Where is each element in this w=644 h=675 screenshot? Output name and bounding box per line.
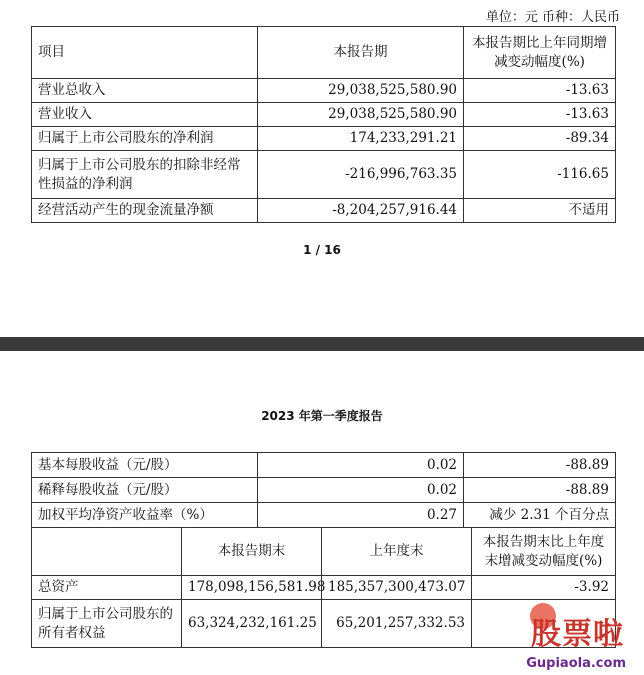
table-row bbox=[32, 199, 616, 223]
table-row bbox=[32, 503, 616, 528]
table-row bbox=[32, 103, 616, 127]
row-label: 营业总收入 bbox=[32, 79, 258, 103]
table-header-row bbox=[32, 528, 616, 576]
row-label: 加权平均净资产收益率（%） bbox=[32, 503, 258, 528]
row-change: -89.34 bbox=[464, 127, 616, 151]
table-row bbox=[32, 127, 616, 151]
header-current-period: 本报告期 bbox=[258, 27, 464, 79]
header-item bbox=[32, 528, 182, 576]
row-value-current: 63,324,232,161.25 bbox=[182, 600, 322, 648]
row-label: 营业收入 bbox=[32, 103, 258, 127]
row-label: 经营活动产生的现金流量净额 bbox=[32, 199, 258, 223]
table-row bbox=[32, 478, 616, 503]
row-value: -216,996,763.35 bbox=[258, 151, 464, 199]
row-value: 174,233,291.21 bbox=[258, 127, 464, 151]
table-header-row bbox=[32, 27, 616, 79]
table-row bbox=[32, 576, 616, 600]
row-label: 归属于上市公司股东的净利润 bbox=[32, 127, 258, 151]
page-number: 1 / 16 bbox=[303, 243, 341, 257]
row-label: 基本每股收益（元/股） bbox=[32, 453, 258, 478]
row-change: -88.89 bbox=[464, 453, 616, 478]
row-label: 归属于上市公司股东的扣除非经常性损益的净利润 bbox=[32, 151, 258, 199]
header-period-end: 本报告期末 bbox=[182, 528, 322, 576]
row-value: 0.02 bbox=[258, 478, 464, 503]
row-label: 总资产 bbox=[32, 576, 182, 600]
row-change: -88.89 bbox=[464, 478, 616, 503]
row-label: 归属于上市公司股东的所有者权益 bbox=[32, 600, 182, 648]
page-divider bbox=[0, 337, 644, 351]
row-change: -13.63 bbox=[464, 103, 616, 127]
row-value: -8,204,257,916.44 bbox=[258, 199, 464, 223]
row-change: 不适用 bbox=[464, 199, 616, 223]
row-value: 0.27 bbox=[258, 503, 464, 528]
header-item: 项目 bbox=[32, 27, 258, 79]
row-value: 29,038,525,580.90 bbox=[258, 79, 464, 103]
header-yoy-change: 本报告期比上年同期增减变动幅度(%) bbox=[464, 27, 616, 79]
row-value: 0.02 bbox=[258, 453, 464, 478]
watermark-url: Gupiaola.com bbox=[526, 656, 626, 671]
income-summary-table bbox=[31, 26, 616, 223]
row-change: -3.92 bbox=[472, 576, 616, 600]
table-row bbox=[32, 453, 616, 478]
table-row bbox=[32, 151, 616, 199]
row-change: -13.63 bbox=[464, 79, 616, 103]
row-value: 29,038,525,580.90 bbox=[258, 103, 464, 127]
row-label: 稀释每股收益（元/股） bbox=[32, 478, 258, 503]
row-change: -116.65 bbox=[464, 151, 616, 199]
per-share-table bbox=[31, 452, 616, 528]
header-change: 本报告期末比上年度末增减变动幅度(%) bbox=[472, 528, 616, 576]
row-value-current: 178,098,156,581.98 bbox=[182, 576, 322, 600]
watermark-brand: 股票啦 bbox=[531, 617, 624, 652]
table-row bbox=[32, 79, 616, 103]
row-value-prior: 65,201,257,332.53 bbox=[322, 600, 472, 648]
row-value-prior: 185,357,300,473.07 bbox=[322, 576, 472, 600]
site-watermark bbox=[506, 601, 638, 673]
row-change: 减少 2.31 个百分点 bbox=[464, 503, 616, 528]
header-prior-year-end: 上年度末 bbox=[322, 528, 472, 576]
unit-currency-note: 单位：元 币种：人民币 bbox=[485, 10, 620, 25]
document-title: 2023 年第一季度报告 bbox=[261, 409, 383, 423]
